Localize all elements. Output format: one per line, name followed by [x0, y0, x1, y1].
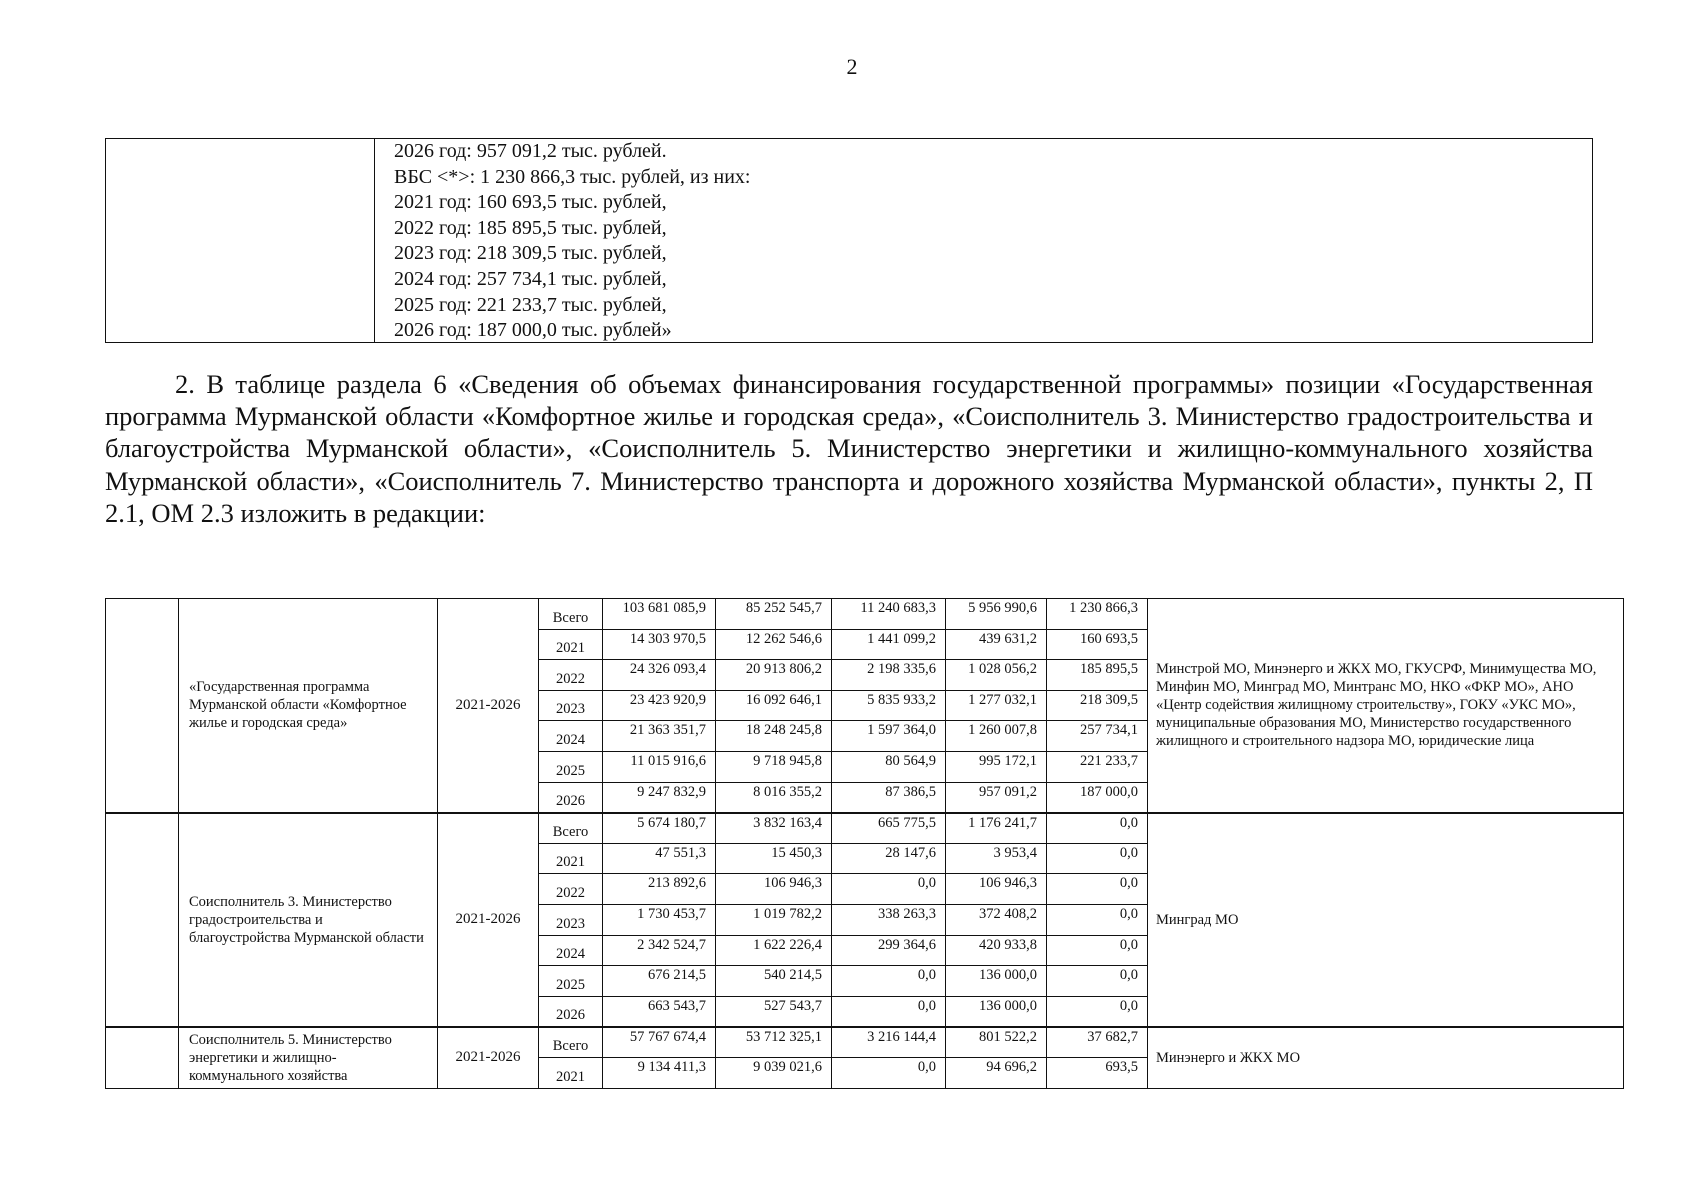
amount-cell: 136 000,0	[946, 996, 1047, 1027]
year-cell: 2025	[539, 751, 603, 782]
year-cell: 2024	[539, 935, 603, 966]
funding-line: ВБС <*>: 1 230 866,3 тыс. рублей, из них:	[394, 165, 751, 188]
amount-cell: 676 214,5	[603, 966, 716, 997]
year-cell: Всего	[539, 599, 603, 630]
amount-cell: 94 696,2	[946, 1057, 1047, 1088]
amount-cell: 957 091,2	[946, 782, 1047, 813]
year-cell: 2022	[539, 874, 603, 905]
funding-line: 2025 год: 221 233,7 тыс. рублей,	[394, 293, 667, 316]
funding-line: 2022 год: 185 895,5 тыс. рублей,	[394, 216, 667, 239]
amount-cell: 9 718 945,8	[716, 751, 832, 782]
amount-cell: 8 016 355,2	[716, 782, 832, 813]
amount-cell: 0,0	[1047, 843, 1148, 874]
amount-cell: 1 622 226,4	[716, 935, 832, 966]
amount-cell: 1 176 241,7	[946, 813, 1047, 844]
amount-cell: 1 028 056,2	[946, 660, 1047, 691]
table-row	[106, 1027, 1624, 1058]
amount-cell: 9 247 832,9	[603, 782, 716, 813]
row-number-cell	[106, 1027, 179, 1088]
empty-label-cell	[106, 139, 375, 342]
amount-cell: 0,0	[832, 1057, 946, 1088]
table-row	[106, 813, 1624, 844]
year-cell: 2023	[539, 690, 603, 721]
amount-cell: 5 835 933,2	[832, 690, 946, 721]
amount-cell: 1 019 782,2	[716, 904, 832, 935]
amount-cell: 218 309,5	[1047, 690, 1148, 721]
amount-cell: 24 326 093,4	[603, 660, 716, 691]
amount-cell: 160 693,5	[1047, 629, 1148, 660]
amount-cell: 299 364,6	[832, 935, 946, 966]
amount-cell: 12 262 546,6	[716, 629, 832, 660]
executors-cell: Минстрой МО, Минэнерго и ЖКХ МО, ГКУСРФ, Минимущества МО, Минфин МО, Минград МО, Минтранс МО, НКО «ФКР МО», АНО «Центр содействия жилищному строительству», ГОКУ «УКС МО», муниципальные образования МО, Министерство государственного жилищного и строительного надзора МО, юридические лица	[1148, 599, 1624, 813]
amount-cell: 85 252 545,7	[716, 599, 832, 630]
funding-line: 2021 год: 160 693,5 тыс. рублей,	[394, 191, 667, 214]
amount-cell: 23 423 920,9	[603, 690, 716, 721]
row-number-cell	[106, 599, 179, 813]
amount-cell: 1 260 007,8	[946, 721, 1047, 752]
funding-line: 2023 год: 218 309,5 тыс. рублей,	[394, 242, 667, 265]
page-number: 2	[846, 54, 858, 79]
amount-cell: 87 386,5	[832, 782, 946, 813]
amount-cell: 80 564,9	[832, 751, 946, 782]
amount-cell: 47 551,3	[603, 843, 716, 874]
year-cell: 2026	[539, 996, 603, 1027]
amendment-paragraph	[105, 368, 1593, 529]
amendment-paragraph-text: 2. В таблице раздела 6 «Сведения об объемах финансирования государственной программы» позиции «Государственная программа Мурманской области «Комфортное жилье и городская среда», «Соисполнитель 3. Министерство градостроительства и благоустройства Мурманской области», «Соисполнитель 5. Министерство энергетики и жилищно-коммунального хозяйства Мурманской области», «Соисполнитель 7. Министерство транспорта и дорожного хозяйства Мурманской области», пункты 2, П 2.1, ОМ 2.3 изложить в редакции:	[105, 369, 1593, 528]
amount-cell: 1 230 866,3	[1047, 599, 1148, 630]
amount-cell: 1 277 032,1	[946, 690, 1047, 721]
page-bottom-margin	[0, 1104, 1704, 1200]
year-cell: 2024	[539, 721, 603, 752]
year-cell: 2021	[539, 629, 603, 660]
amount-cell: 5 674 180,7	[603, 813, 716, 844]
amount-cell: 0,0	[1047, 966, 1148, 997]
amount-cell: 540 214,5	[716, 966, 832, 997]
amount-cell: 11 240 683,3	[832, 599, 946, 630]
amount-cell: 338 263,3	[832, 904, 946, 935]
funding-lines	[394, 139, 1574, 344]
amount-cell: 0,0	[1047, 904, 1148, 935]
year-cell: Всего	[539, 813, 603, 844]
table-row	[106, 599, 1624, 630]
amount-cell: 9 039 021,6	[716, 1057, 832, 1088]
amount-cell: 439 631,2	[946, 629, 1047, 660]
amount-cell: 18 248 245,8	[716, 721, 832, 752]
amount-cell: 187 000,0	[1047, 782, 1148, 813]
amount-cell: 527 543,7	[716, 996, 832, 1027]
program-name-cell: «Государственная программа Мурманской области «Комфортное жилье и городская среда»	[179, 599, 438, 813]
amount-cell: 57 767 674,4	[603, 1027, 716, 1058]
funding-continuation-box	[105, 138, 1593, 343]
amount-cell: 3 832 163,4	[716, 813, 832, 844]
amount-cell: 15 450,3	[716, 843, 832, 874]
amount-cell: 0,0	[832, 966, 946, 997]
amount-cell: 0,0	[1047, 874, 1148, 905]
amount-cell: 20 913 806,2	[716, 660, 832, 691]
program-name-cell: Соисполнитель 3. Министерство градостроительства и благоустройства Мурманской области	[179, 813, 438, 1027]
period-cell: 2021-2026	[438, 599, 539, 813]
amount-cell: 995 172,1	[946, 751, 1047, 782]
amount-cell: 28 147,6	[832, 843, 946, 874]
amount-cell: 5 956 990,6	[946, 599, 1047, 630]
year-cell: Всего	[539, 1027, 603, 1058]
year-cell: 2025	[539, 966, 603, 997]
amount-cell: 185 895,5	[1047, 660, 1148, 691]
year-cell: 2021	[539, 843, 603, 874]
amount-cell: 1 441 099,2	[832, 629, 946, 660]
amount-cell: 11 015 916,6	[603, 751, 716, 782]
amount-cell: 221 233,7	[1047, 751, 1148, 782]
amount-cell: 2 198 335,6	[832, 660, 946, 691]
row-number-cell	[106, 813, 179, 1027]
amount-cell: 372 408,2	[946, 904, 1047, 935]
amount-cell: 0,0	[832, 996, 946, 1027]
amount-cell: 257 734,1	[1047, 721, 1148, 752]
amount-cell: 0,0	[1047, 813, 1148, 844]
executors-cell: Минэнерго и ЖКХ МО	[1148, 1027, 1624, 1088]
amount-cell: 53 712 325,1	[716, 1027, 832, 1058]
funding-line: 2026 год: 187 000,0 тыс. рублей»	[394, 319, 672, 342]
year-cell: 2022	[539, 660, 603, 691]
funding-line: 2024 год: 257 734,1 тыс. рублей,	[394, 267, 667, 290]
amount-cell: 37 682,7	[1047, 1027, 1148, 1058]
amount-cell: 0,0	[1047, 935, 1148, 966]
amount-cell: 1 730 453,7	[603, 904, 716, 935]
amount-cell: 2 342 524,7	[603, 935, 716, 966]
amount-cell: 693,5	[1047, 1057, 1148, 1088]
program-name-cell: Соисполнитель 5. Министерство энергетики и жилищно-коммунального хозяйства	[179, 1027, 438, 1088]
amount-cell: 106 946,3	[946, 874, 1047, 905]
amount-cell: 3 953,4	[946, 843, 1047, 874]
amount-cell: 16 092 646,1	[716, 690, 832, 721]
year-cell: 2023	[539, 904, 603, 935]
period-cell: 2021-2026	[438, 1027, 539, 1088]
amount-cell: 136 000,0	[946, 966, 1047, 997]
amount-cell: 665 775,5	[832, 813, 946, 844]
amount-cell: 9 134 411,3	[603, 1057, 716, 1088]
amount-cell: 3 216 144,4	[832, 1027, 946, 1058]
amount-cell: 213 892,6	[603, 874, 716, 905]
period-cell: 2021-2026	[438, 813, 539, 1027]
funding-line: 2026 год: 957 091,2 тыс. рублей.	[394, 140, 667, 162]
amount-cell: 0,0	[832, 874, 946, 905]
amount-cell: 14 303 970,5	[603, 629, 716, 660]
financing-table	[105, 598, 1624, 1089]
amount-cell: 0,0	[1047, 996, 1148, 1027]
year-cell: 2026	[539, 782, 603, 813]
executors-cell: Минград МО	[1148, 813, 1624, 1027]
amount-cell: 103 681 085,9	[603, 599, 716, 630]
amount-cell: 1 597 364,0	[832, 721, 946, 752]
amount-cell: 106 946,3	[716, 874, 832, 905]
amount-cell: 21 363 351,7	[603, 721, 716, 752]
year-cell: 2021	[539, 1057, 603, 1088]
amount-cell: 420 933,8	[946, 935, 1047, 966]
amount-cell: 663 543,7	[603, 996, 716, 1027]
amount-cell: 801 522,2	[946, 1027, 1047, 1058]
